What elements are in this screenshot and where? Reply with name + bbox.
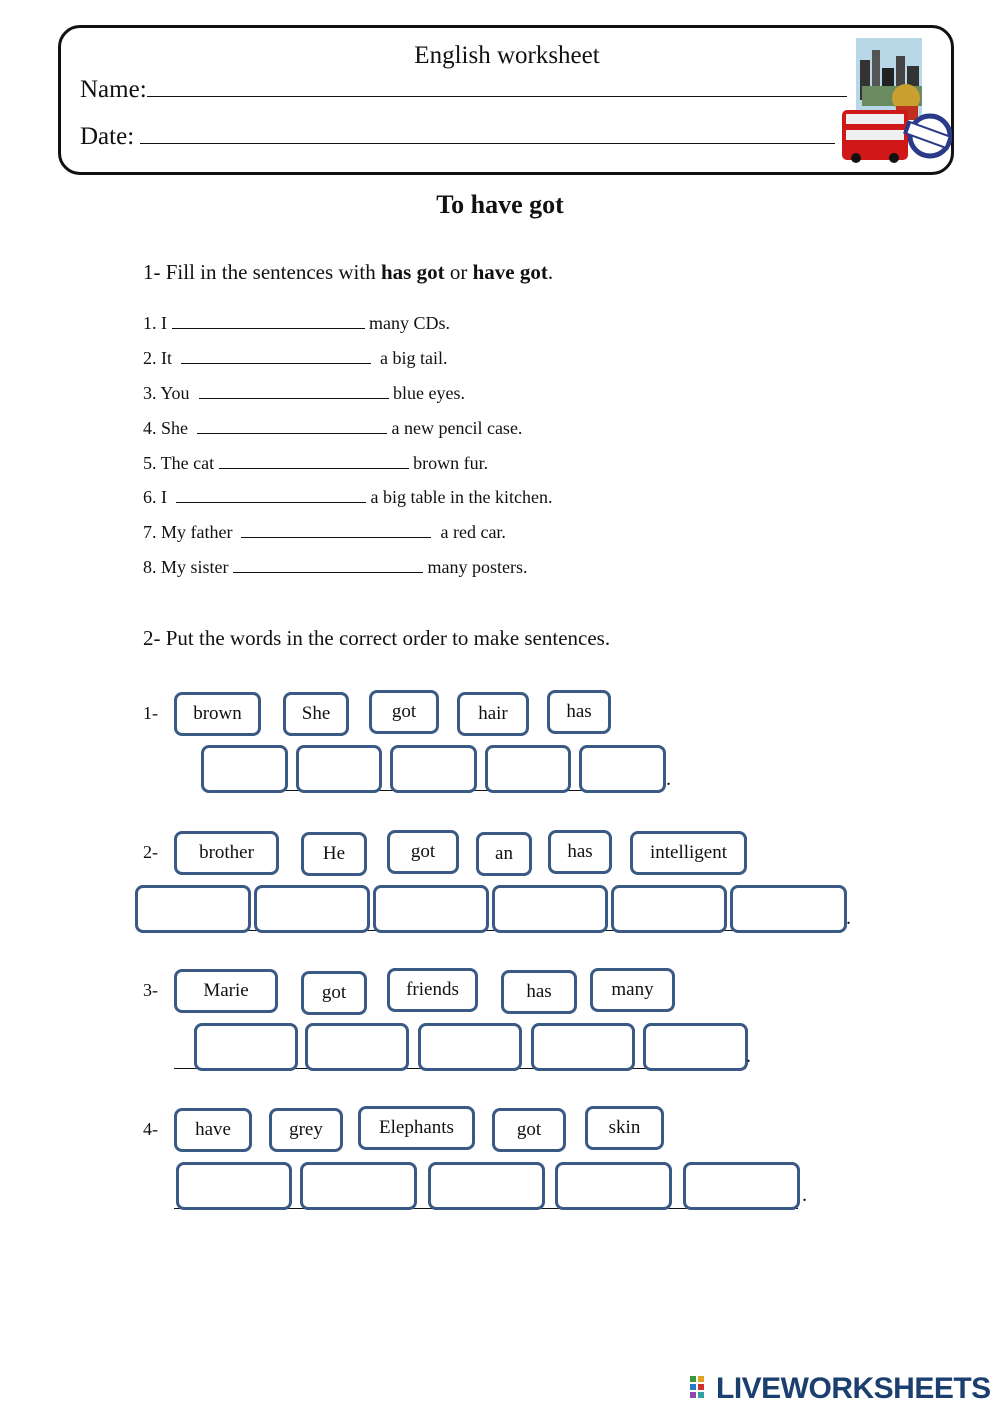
word-chip[interactable]: grey bbox=[269, 1108, 343, 1152]
word-chip[interactable]: Elephants bbox=[358, 1106, 475, 1150]
answer-blank[interactable] bbox=[197, 419, 387, 434]
word-chip[interactable]: Marie bbox=[174, 969, 278, 1013]
liveworksheets-brand bbox=[690, 1372, 991, 1406]
word-chip[interactable]: intelligent bbox=[630, 831, 747, 875]
sentence-text: 4. She bbox=[143, 418, 197, 438]
name-label: Name: bbox=[80, 76, 147, 103]
sentence-text: 5. The cat bbox=[143, 453, 219, 473]
sentence-text: 8. My sister bbox=[143, 557, 233, 577]
sentence-text: a big table in the kitchen. bbox=[366, 487, 553, 507]
word-chip[interactable]: has bbox=[548, 830, 612, 874]
exercise1-instruction bbox=[143, 260, 553, 285]
worksheet-title: English worksheet bbox=[414, 42, 600, 69]
end-period: . bbox=[666, 768, 671, 790]
word-chip[interactable]: an bbox=[476, 832, 532, 876]
answer-slot[interactable] bbox=[194, 1023, 298, 1071]
option-has-got: has got bbox=[380, 260, 445, 284]
sentence-text: brown fur. bbox=[408, 453, 489, 473]
answer-slot[interactable] bbox=[418, 1023, 522, 1071]
word-chip[interactable]: He bbox=[301, 832, 367, 876]
word-chip[interactable]: brother bbox=[174, 831, 279, 875]
liveworksheets-logo-icon bbox=[690, 1376, 712, 1402]
word-chip[interactable]: got bbox=[387, 830, 459, 874]
sentence-text: blue eyes. bbox=[388, 383, 466, 403]
answer-slot[interactable] bbox=[254, 885, 370, 933]
word-chip[interactable]: got bbox=[492, 1108, 566, 1152]
sentence-text: a big tail. bbox=[371, 348, 448, 368]
instruction-suffix: . bbox=[547, 260, 554, 284]
sentence-2 bbox=[143, 348, 447, 369]
answer-blank[interactable] bbox=[181, 349, 371, 364]
name-line bbox=[147, 76, 847, 97]
word-chip[interactable]: have bbox=[174, 1108, 252, 1152]
word-chip[interactable]: has bbox=[547, 690, 611, 734]
word-chip[interactable]: brown bbox=[174, 692, 261, 736]
brand-text: LIVEWORKSHEETS bbox=[716, 1372, 991, 1405]
page-title: To have got bbox=[436, 190, 564, 219]
sentence-7 bbox=[143, 522, 506, 543]
word-chip[interactable]: has bbox=[501, 970, 577, 1014]
answer-blank[interactable] bbox=[199, 384, 389, 399]
sentence-text: many CDs. bbox=[364, 313, 450, 333]
answer-blank[interactable] bbox=[219, 454, 409, 469]
answer-slot[interactable] bbox=[643, 1023, 748, 1071]
word-chip[interactable]: hair bbox=[457, 692, 529, 736]
answer-slot[interactable] bbox=[176, 1162, 292, 1210]
sentence-3 bbox=[143, 383, 465, 404]
sentence-text: many posters. bbox=[423, 557, 528, 577]
date-label: Date: bbox=[80, 123, 135, 150]
answer-slot[interactable] bbox=[201, 745, 288, 793]
instruction-prefix: 1- Fill in the sentences with bbox=[143, 260, 381, 284]
answer-slot[interactable] bbox=[485, 745, 571, 793]
word-chip[interactable]: got bbox=[301, 971, 367, 1015]
answer-slot[interactable] bbox=[555, 1162, 672, 1210]
sentence-4 bbox=[143, 418, 522, 439]
answer-slot[interactable] bbox=[296, 745, 382, 793]
answer-blank[interactable] bbox=[241, 523, 431, 538]
sentence-1 bbox=[143, 313, 450, 334]
answer-slot[interactable] bbox=[579, 745, 666, 793]
answer-slot[interactable] bbox=[373, 885, 489, 933]
sentence-text: 1. I bbox=[143, 313, 172, 333]
instruction-mid: or bbox=[444, 260, 473, 284]
answer-slot[interactable] bbox=[300, 1162, 417, 1210]
answer-blank[interactable] bbox=[233, 558, 423, 573]
answer-slot[interactable] bbox=[305, 1023, 409, 1071]
word-chip[interactable]: She bbox=[283, 692, 349, 736]
word-chip[interactable]: skin bbox=[585, 1106, 664, 1150]
question-number: 3- bbox=[143, 980, 158, 1000]
answer-blank[interactable] bbox=[172, 314, 365, 329]
answer-blank[interactable] bbox=[176, 488, 366, 503]
question-number: 2- bbox=[143, 842, 158, 862]
word-chip[interactable]: got bbox=[369, 690, 439, 734]
answer-slot[interactable] bbox=[390, 745, 477, 793]
sentence-text: a red car. bbox=[431, 522, 506, 542]
answer-slot[interactable] bbox=[531, 1023, 635, 1071]
answer-slot[interactable] bbox=[611, 885, 727, 933]
answer-slot[interactable] bbox=[730, 885, 847, 933]
date-line bbox=[140, 123, 835, 144]
question-number: 4- bbox=[143, 1119, 158, 1139]
end-period: . bbox=[746, 1045, 751, 1067]
option-have-got: have got bbox=[472, 260, 548, 284]
name-row bbox=[80, 76, 847, 104]
sentence-8 bbox=[143, 557, 527, 578]
sentence-6 bbox=[143, 487, 552, 508]
answer-slot[interactable] bbox=[135, 885, 251, 933]
sentence-text: 6. I bbox=[143, 487, 176, 507]
word-chip[interactable]: friends bbox=[387, 968, 478, 1012]
answer-slot[interactable] bbox=[683, 1162, 800, 1210]
answer-slot[interactable] bbox=[492, 885, 608, 933]
exercise2-instruction: 2- Put the words in the correct order to make sentences. bbox=[143, 626, 611, 650]
date-row bbox=[80, 123, 835, 151]
answer-slot[interactable] bbox=[428, 1162, 545, 1210]
word-chip[interactable]: many bbox=[590, 968, 675, 1012]
end-period: . bbox=[846, 907, 851, 929]
sentence-text: 7. My father bbox=[143, 522, 242, 542]
sentence-text: 3. You bbox=[143, 383, 199, 403]
sentence-5 bbox=[143, 453, 488, 474]
sentence-text: a new pencil case. bbox=[387, 418, 523, 438]
london-picture bbox=[838, 38, 952, 164]
end-period: . bbox=[802, 1184, 807, 1206]
question-number: 1- bbox=[143, 703, 158, 723]
sentence-text: 2. It bbox=[143, 348, 181, 368]
